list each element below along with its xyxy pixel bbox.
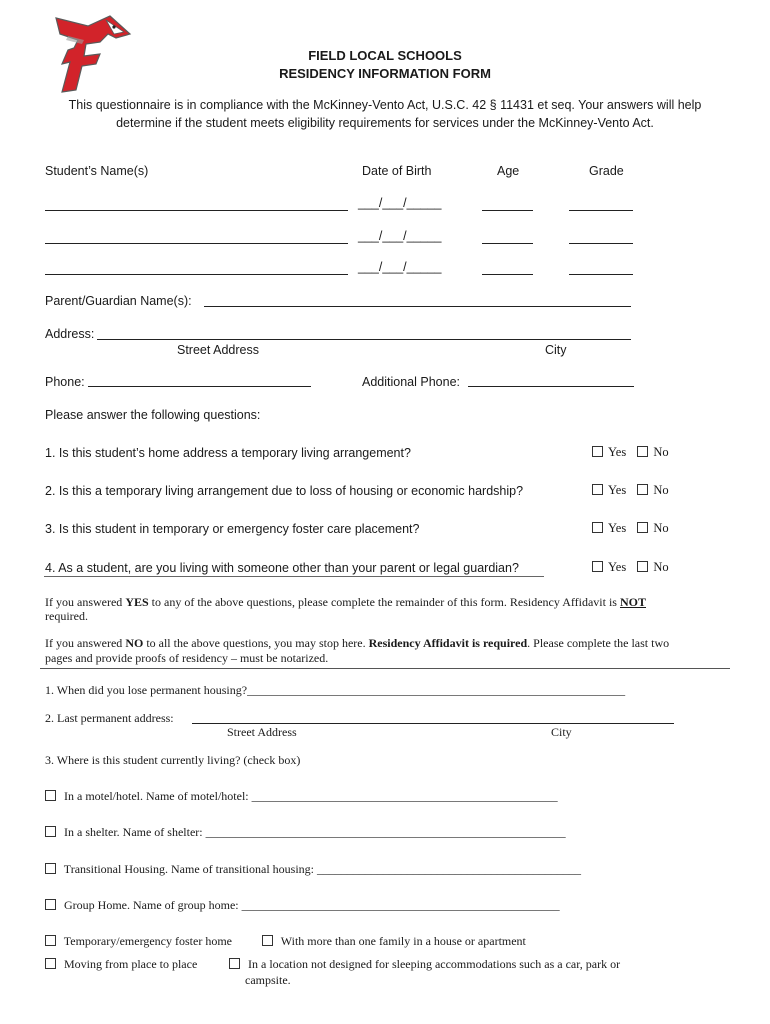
questions-intro: Please answer the following questions: — [45, 408, 261, 422]
grade-field-1[interactable] — [569, 210, 633, 211]
question-4-answers — [592, 560, 669, 575]
yes-label: Yes — [608, 521, 627, 535]
question-1: 1. Is this student’s home address a temporary living arrangement? — [45, 446, 411, 460]
dob-field-2[interactable]: ___/___/_____ — [358, 229, 442, 243]
option-transitional — [45, 862, 581, 877]
moving-checkbox[interactable] — [45, 958, 56, 969]
additional-phone-label: Additional Phone: — [362, 375, 460, 389]
shelter-checkbox[interactable] — [45, 826, 56, 837]
option-group-home — [45, 898, 560, 913]
form-subtitle: RESIDENCY INFORMATION FORM — [279, 66, 491, 81]
grade-field-3[interactable] — [569, 274, 633, 275]
question-4-yes-checkbox[interactable] — [592, 561, 603, 572]
yes-label: Yes — [608, 560, 627, 574]
question-4-no-checkbox[interactable] — [637, 561, 648, 572]
student-name-header: Student’s Name(s) — [45, 164, 149, 178]
intro-line-2: determine if the student meets eligibility requirements for services under the McKinney-Vento Act. — [116, 116, 654, 130]
age-header: Age — [497, 164, 520, 178]
no-label: No — [653, 521, 669, 535]
address-label: Address: — [45, 327, 95, 341]
question-2-no-checkbox[interactable] — [637, 484, 648, 495]
guardian-field[interactable] — [204, 306, 631, 307]
foster-checkbox[interactable] — [45, 935, 56, 946]
street-caption: Street Address — [177, 343, 259, 357]
part2-question-2-label: 2. Last permanent address: — [45, 711, 174, 725]
option-not-designed: In a location not designed for sleeping accommodations such as a car, park or — [229, 957, 620, 972]
yes-label: Yes — [608, 445, 627, 459]
option-shelter — [45, 825, 566, 840]
phone-label: Phone: — [45, 375, 85, 389]
transitional-name-field[interactable]: Transitional Housing. Name of transitional housing: ____________________________________________ — [61, 862, 581, 876]
question-3-yes-checkbox[interactable] — [592, 522, 603, 533]
student-name-field-3[interactable] — [45, 274, 348, 275]
address-field[interactable] — [97, 339, 631, 340]
option-motel — [45, 789, 558, 804]
question-3-no-checkbox[interactable] — [637, 522, 648, 533]
motel-name-field[interactable]: In a motel/hotel. Name of motel/hotel: ___________________________________________________ — [61, 789, 558, 803]
age-field-1[interactable] — [482, 210, 533, 211]
grade-header: Grade — [589, 164, 624, 178]
multi-family-checkbox[interactable] — [262, 935, 273, 946]
group-home-checkbox[interactable] — [45, 899, 56, 910]
no-label: No — [653, 445, 669, 459]
option-not-designed-line-2: campsite. — [245, 973, 291, 987]
guardian-label: Parent/Guardian Name(s): — [45, 294, 192, 308]
dob-field-1[interactable]: ___/___/_____ — [358, 196, 442, 210]
last-address-field[interactable] — [192, 723, 674, 724]
intro-line-1: This questionnaire is in compliance with the McKinney-Vento Act, U.S.C. 42 § 11431 et seq. Your answers will help — [68, 98, 702, 112]
question-2-answers — [592, 483, 669, 498]
group-home-name-field[interactable]: Group Home. Name of group home: _____________________________________________________ — [61, 898, 560, 912]
city-caption: City — [545, 343, 567, 357]
question-4: 4. As a student, are you living with someone other than your parent or legal guardian? — [45, 561, 519, 575]
no-instruction: If you answered NO to all the above questions, you may stop here. Residency Affidavit is required. Please complete the last two — [45, 636, 670, 650]
yes-label: Yes — [608, 483, 627, 497]
additional-phone-field[interactable] — [468, 386, 634, 387]
student-name-field-1[interactable] — [45, 210, 348, 211]
option-moving: Moving from place to place — [45, 957, 197, 972]
question-1-answers — [592, 445, 669, 460]
no-instruction-line-2: pages and provide proofs of residency – must be notarized. — [45, 651, 329, 665]
yes-instruction-line-2: required. — [45, 609, 88, 623]
question-1-yes-checkbox[interactable] — [592, 446, 603, 457]
section-divider — [40, 668, 730, 669]
shelter-name-field[interactable]: In a shelter. Name of shelter: ____________________________________________________________ — [61, 825, 566, 839]
question-3-answers — [592, 521, 669, 536]
question-2-yes-checkbox[interactable] — [592, 484, 603, 495]
yes-instruction: If you answered YES to any of the above questions, please complete the remainder of this form. Residency Affidavit is NOT — [45, 595, 646, 609]
dob-header: Date of Birth — [362, 164, 432, 178]
age-field-3[interactable] — [482, 274, 533, 275]
part2-street-caption: Street Address — [227, 725, 297, 739]
age-field-2[interactable] — [482, 243, 533, 244]
question-1-no-checkbox[interactable] — [637, 446, 648, 457]
phone-field[interactable] — [88, 386, 311, 387]
not-designed-checkbox[interactable] — [229, 958, 240, 969]
question-2: 2. Is this a temporary living arrangement due to loss of housing or economic hardship? — [45, 484, 524, 498]
motel-checkbox[interactable] — [45, 790, 56, 801]
option-multi-family: With more than one family in a house or apartment — [262, 934, 526, 949]
part2-city-caption: City — [551, 725, 572, 739]
part2-question-3: 3. Where is this student currently living? (check box) — [45, 753, 301, 767]
no-label: No — [653, 483, 669, 497]
transitional-checkbox[interactable] — [45, 863, 56, 874]
question-4-underline — [44, 576, 544, 577]
part2-question-1[interactable]: 1. When did you lose permanent housing?_______________________________________________________________ — [45, 683, 626, 697]
form-title: FIELD LOCAL SCHOOLS — [308, 48, 462, 63]
question-3: 3. Is this student in temporary or emergency foster care placement? — [45, 522, 420, 536]
student-name-field-2[interactable] — [45, 243, 348, 244]
option-foster: Temporary/emergency foster home — [45, 934, 232, 949]
no-label: No — [653, 560, 669, 574]
dob-field-3[interactable]: ___/___/_____ — [358, 260, 442, 274]
grade-field-2[interactable] — [569, 243, 633, 244]
